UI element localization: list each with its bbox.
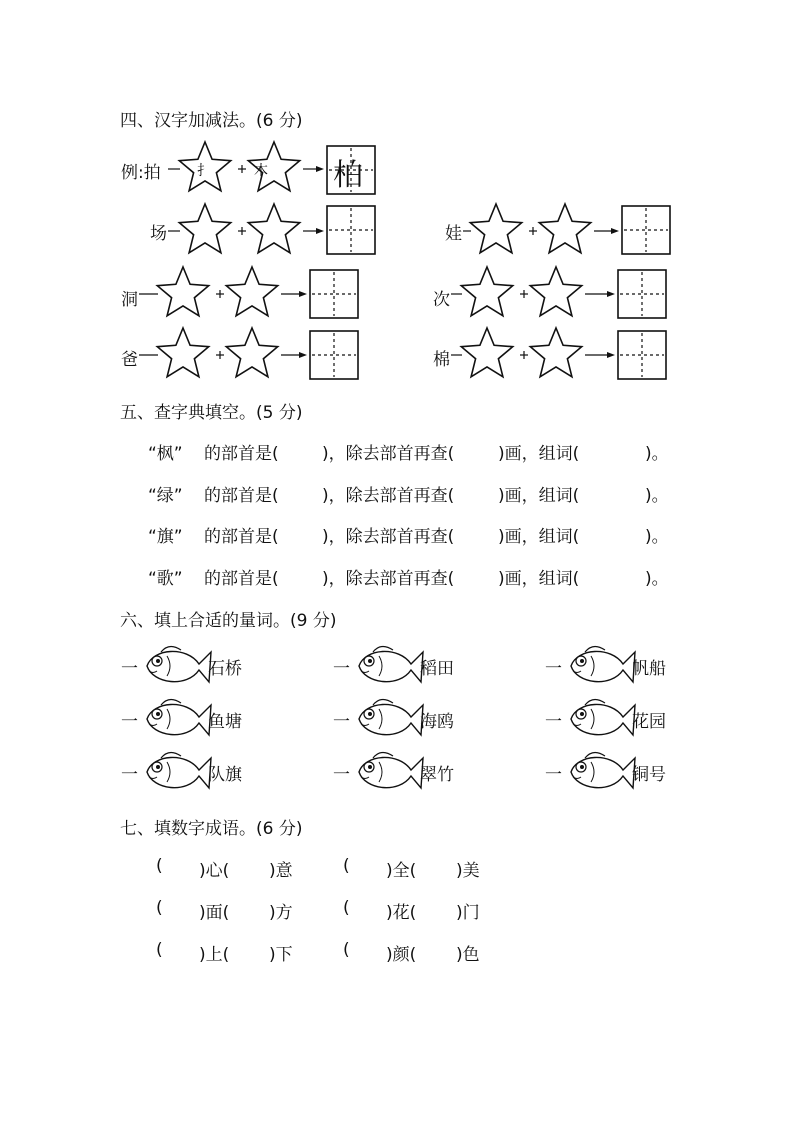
noun-word: 稻田: [420, 659, 454, 679]
arrow-head-icon: [299, 352, 307, 358]
star-icon: [470, 204, 521, 253]
row-text-3: )画，组词(: [498, 569, 580, 589]
fish-pupil-icon: [580, 712, 584, 716]
noun-word: 海鸥: [420, 712, 454, 732]
example-prefix: 例:拍: [121, 163, 161, 183]
row-text-3: )画，组词(: [498, 527, 580, 547]
section6-title: 六、填上合适的量词。(9 分): [120, 611, 337, 631]
fish-pupil-icon: [368, 712, 372, 716]
star-icon: [530, 328, 581, 377]
idiom-part-2: )色: [456, 945, 480, 965]
row-text-2: )，除去部首再查(: [322, 527, 455, 547]
measure-word-prefix: 一: [121, 659, 138, 679]
idiom-bracket: (: [343, 898, 350, 918]
noun-word: 铜号: [632, 765, 666, 785]
row-text-2: )，除去部首再查(: [322, 444, 455, 464]
row-text-2: )，除去部首再查(: [322, 486, 455, 506]
fish-mouth-icon: [573, 777, 581, 779]
item-char-left-2: 洞: [121, 290, 138, 310]
star-icon: [530, 267, 581, 316]
example-char: 拍: [143, 163, 161, 183]
idiom-part-2: )意: [269, 861, 293, 881]
fish-mouth-icon: [573, 671, 581, 673]
fish-pupil-icon: [368, 765, 372, 769]
noun-word: 鱼塘: [208, 712, 242, 732]
row-char: “绿”: [148, 486, 183, 506]
row-text-4: )。: [645, 569, 669, 589]
fish-gill-icon: [379, 709, 382, 729]
row-text-4: )。: [645, 486, 669, 506]
fish-mouth-icon: [573, 724, 581, 726]
arrow-head-icon: [611, 228, 619, 234]
star-icon: [539, 204, 590, 253]
row-char: “枫”: [148, 444, 183, 464]
fish-gill-icon: [167, 709, 170, 729]
idiom-part-2: )美: [456, 861, 480, 881]
measure-word-prefix: 一: [333, 765, 350, 785]
star-icon: [461, 267, 512, 316]
noun-word: 翠竹: [420, 765, 454, 785]
idiom-bracket: (: [156, 898, 163, 918]
fish-mouth-icon: [361, 724, 369, 726]
idiom-part-2: )方: [269, 903, 293, 923]
idiom-part-1: )心(: [199, 861, 230, 881]
example-answer: 柏: [333, 158, 363, 193]
idiom-part-1: )上(: [199, 945, 230, 965]
idiom-part-2: )下: [269, 945, 293, 965]
fish-mouth-icon: [149, 671, 157, 673]
arrow-head-icon: [607, 291, 615, 297]
fish-pupil-icon: [156, 659, 160, 663]
fish-gill-icon: [379, 656, 382, 676]
arrow-head-icon: [607, 352, 615, 358]
item-char-right-2: 次: [433, 290, 450, 310]
fish-pupil-icon: [580, 765, 584, 769]
fish-gill-icon: [167, 762, 170, 782]
measure-word-prefix: 一: [121, 765, 138, 785]
fish-gill-icon: [591, 709, 594, 729]
example-part-1: 扌: [197, 163, 211, 179]
fish-gill-icon: [379, 762, 382, 782]
star-icon: [461, 328, 512, 377]
item-char-right-1: 娃: [445, 224, 462, 244]
row-char: “旗”: [148, 527, 183, 547]
star-icon: [248, 204, 299, 253]
row-text-3: )画，组词(: [498, 486, 580, 506]
star-icon: [226, 267, 277, 316]
noun-word: 队旗: [208, 765, 242, 785]
fish-gill-icon: [591, 762, 594, 782]
item-char-right-3: 棉: [433, 350, 450, 370]
section7-title: 七、填数字成语。(6 分): [120, 819, 303, 839]
measure-word-prefix: 一: [545, 712, 562, 732]
arrow-head-icon: [299, 291, 307, 297]
row-text-1: 的部首是(: [204, 486, 279, 506]
measure-word-prefix: 一: [545, 765, 562, 785]
noun-word: 花园: [632, 712, 666, 732]
fish-pupil-icon: [156, 712, 160, 716]
row-text-4: )。: [645, 444, 669, 464]
arrow-head-icon: [316, 228, 324, 234]
row-text-3: )画，组词(: [498, 444, 580, 464]
star-icon: [226, 328, 277, 377]
row-text-1: 的部首是(: [204, 569, 279, 589]
idiom-part-2: )门: [456, 903, 480, 923]
section4-title: 四、汉字加减法。(6 分): [120, 111, 303, 131]
row-text-4: )。: [645, 527, 669, 547]
fish-pupil-icon: [156, 765, 160, 769]
arrow-head-icon: [316, 166, 324, 172]
row-text-2: )，除去部首再查(: [322, 569, 455, 589]
idiom-part-1: )颜(: [386, 945, 417, 965]
fish-gill-icon: [591, 656, 594, 676]
item-char-left-3: 爸: [121, 350, 138, 370]
fish-pupil-icon: [368, 659, 372, 663]
idiom-bracket: (: [343, 940, 350, 960]
star-icon: [157, 328, 208, 377]
noun-word: 帆船: [632, 659, 666, 679]
measure-word-prefix: 一: [333, 712, 350, 732]
star-icon: [157, 267, 208, 316]
fish-gill-icon: [167, 656, 170, 676]
fish-mouth-icon: [361, 671, 369, 673]
row-text-1: 的部首是(: [204, 527, 279, 547]
fish-mouth-icon: [149, 724, 157, 726]
measure-word-prefix: 一: [121, 712, 138, 732]
example-part-2: 木: [254, 163, 268, 179]
noun-word: 石桥: [208, 659, 242, 679]
idiom-bracket: (: [156, 940, 163, 960]
row-text-1: 的部首是(: [204, 444, 279, 464]
idiom-part-1: )全(: [386, 861, 417, 881]
measure-word-prefix: 一: [545, 659, 562, 679]
idiom-part-1: )花(: [386, 903, 417, 923]
row-char: “歌”: [148, 569, 183, 589]
fish-mouth-icon: [361, 777, 369, 779]
star-icon: [179, 204, 230, 253]
section5-title: 五、查字典填空。(5 分): [120, 403, 303, 423]
idiom-bracket: (: [343, 856, 350, 876]
measure-word-prefix: 一: [333, 659, 350, 679]
idiom-part-1: )面(: [199, 903, 230, 923]
fish-pupil-icon: [580, 659, 584, 663]
idiom-bracket: (: [156, 856, 163, 876]
item-char-left-1: 场: [150, 224, 167, 244]
fish-mouth-icon: [149, 777, 157, 779]
